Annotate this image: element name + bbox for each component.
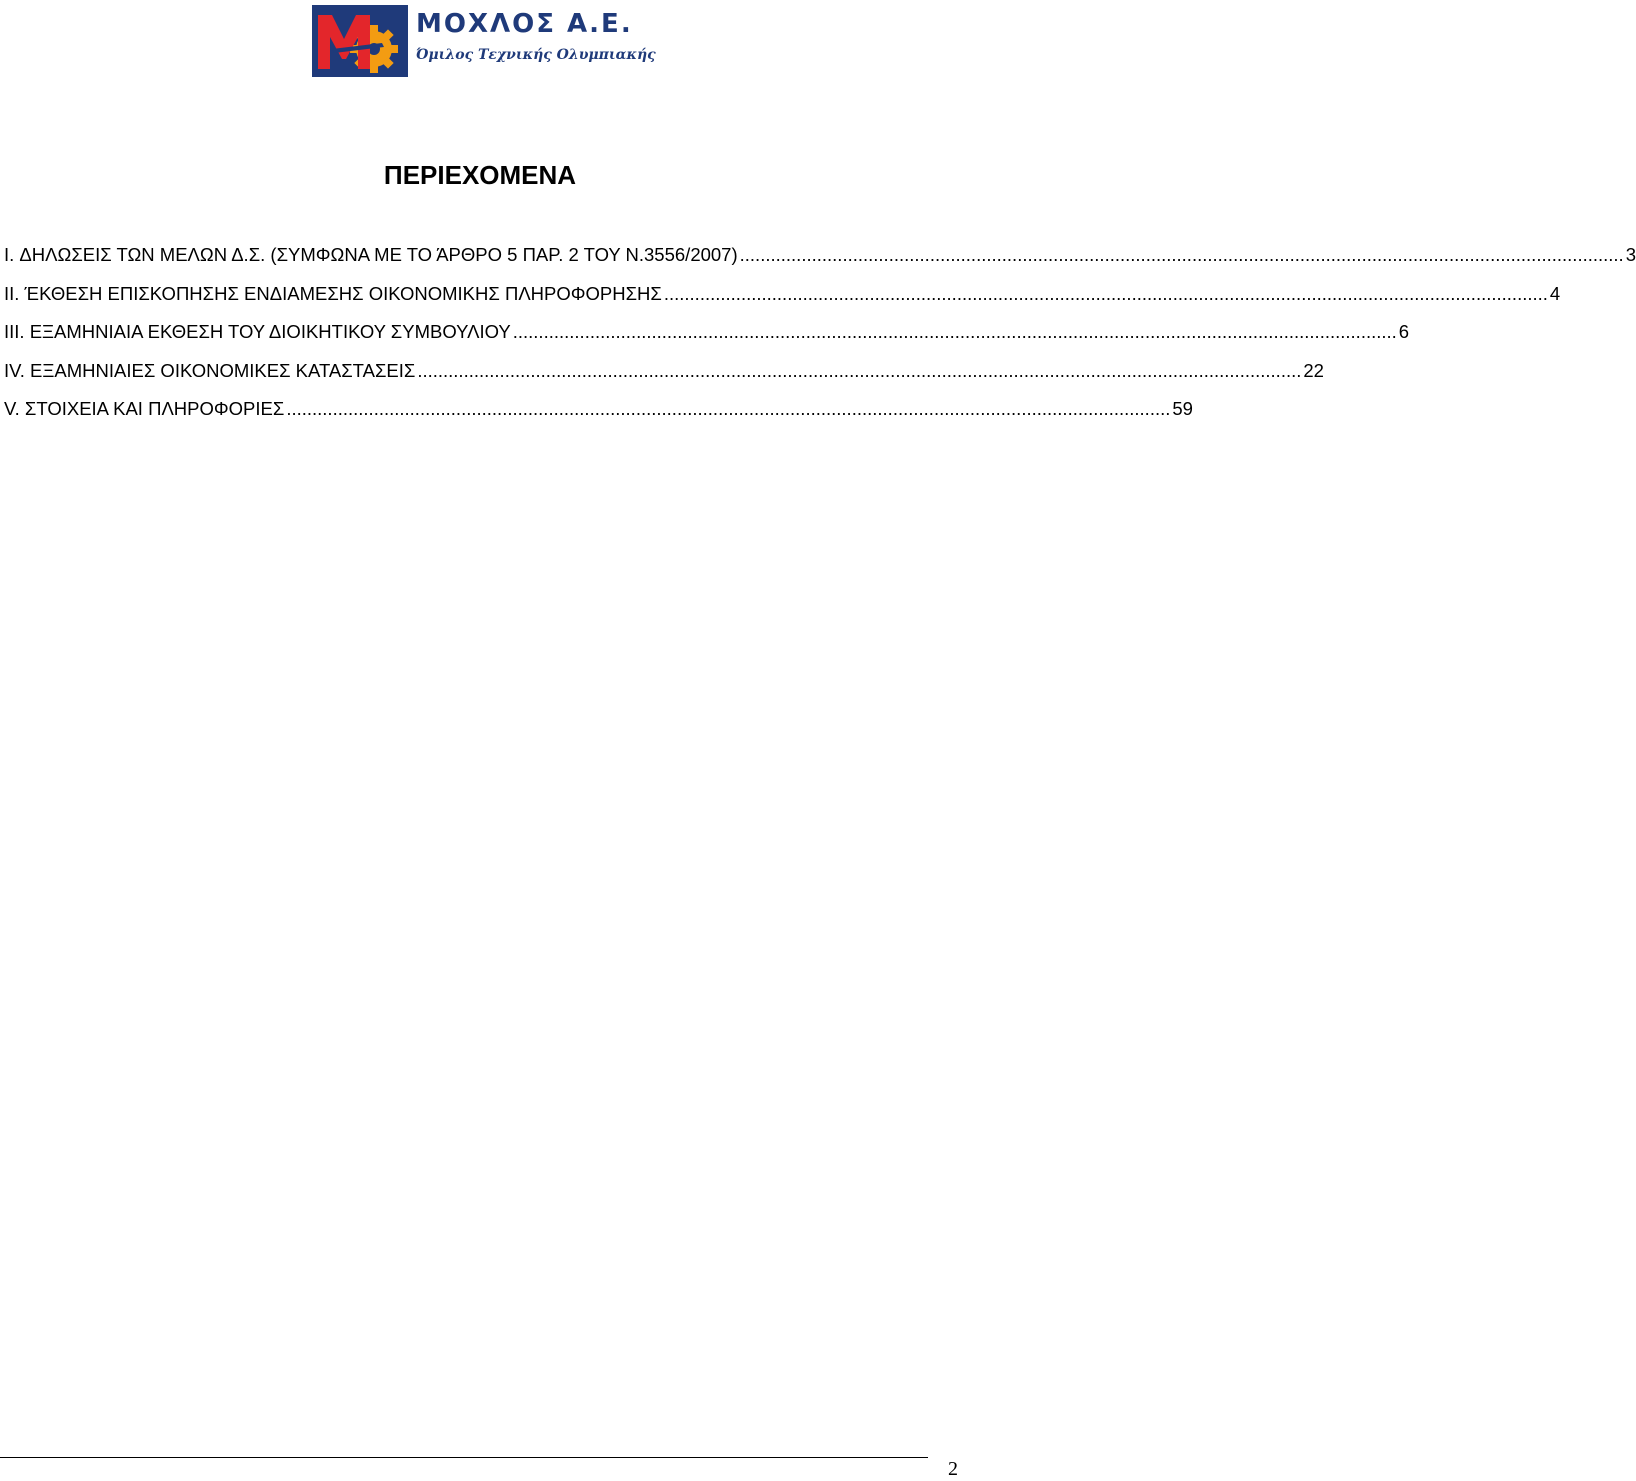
toc-entry-label: IV. ΕΞΑΜΗΝΙΑΙΕΣ ΟΙΚΟΝΟΜΙΚΕΣ ΚΑΤΑΣΤΑΣΕΙΣ — [4, 359, 416, 381]
toc-entry-page: 4 — [1549, 282, 1561, 304]
toc-leader-dots: ............................................................................................................................................................................ — [512, 321, 1397, 342]
toc-leader-dots: ............................................................................................................................................................................ — [663, 282, 1548, 304]
toc-entry[interactable] — [4, 398, 1193, 437]
toc-entry[interactable] — [4, 244, 1636, 283]
toc-title: ΠΕΡΙΕΧΟΜΕΝΑ — [383, 160, 577, 190]
toc-leader-dots: ............................................................................................................................................................................ — [417, 359, 1302, 381]
table-of-contents — [4, 244, 1636, 437]
footer-divider — [0, 1457, 928, 1458]
logo-emblem — [312, 5, 408, 77]
toc-entry-page: 3 — [1625, 244, 1636, 265]
toc-entry-label: I. ΔΗΛΩΣΕΙΣ ΤΩΝ ΜΕΛΩΝ Δ.Σ. (ΣΥΜΦΩΝΑ ΜΕ ΤΟ ΆΡΘΡΟ 5 ΠΑΡ. 2 ΤΟΥ Ν.3556/2007) — [4, 244, 738, 265]
company-group: Όμιλος Τεχνικής Ολυμπιακής — [416, 47, 656, 63]
company-logo — [312, 5, 662, 77]
company-name: ΜΟΧΛΟΣ Α.Ε. — [416, 9, 633, 39]
toc-entry[interactable] — [4, 359, 1324, 399]
toc-leader-dots: ............................................................................................................................................................................ — [739, 244, 1624, 265]
toc-entry-label: V. ΣΤΟΙΧΕΙΑ ΚΑΙ ΠΛΗΡΟΦΟΡΙΕΣ — [4, 398, 285, 419]
toc-entry-page: 22 — [1303, 359, 1324, 381]
toc-entry[interactable] — [4, 321, 1410, 360]
gear-m-icon — [312, 5, 408, 77]
toc-entry-label: III. ΕΞΑΜΗΝΙΑΙΑ ΕΚΘΕΣΗ ΤΟΥ ΔΙΟΙΚΗΤΙΚΟΥ ΣΥΜΒΟΥΛΙΟΥ — [4, 321, 511, 342]
toc-entry[interactable] — [4, 282, 1561, 322]
toc-entry-label: II. ΈΚΘΕΣΗ ΕΠΙΣΚΟΠΗΣΗΣ ΕΝΔΙΑΜΕΣΗΣ ΟΙΚΟΝΟΜΙΚΗΣ ΠΛΗΡΟΦΟΡΗΣΗΣ — [4, 282, 662, 304]
toc-entry-page: 6 — [1398, 321, 1410, 342]
toc-leader-dots: ............................................................................................................................................................................ — [286, 398, 1171, 419]
toc-entry-page: 59 — [1172, 398, 1193, 419]
page-number: 2 — [948, 1458, 958, 1480]
